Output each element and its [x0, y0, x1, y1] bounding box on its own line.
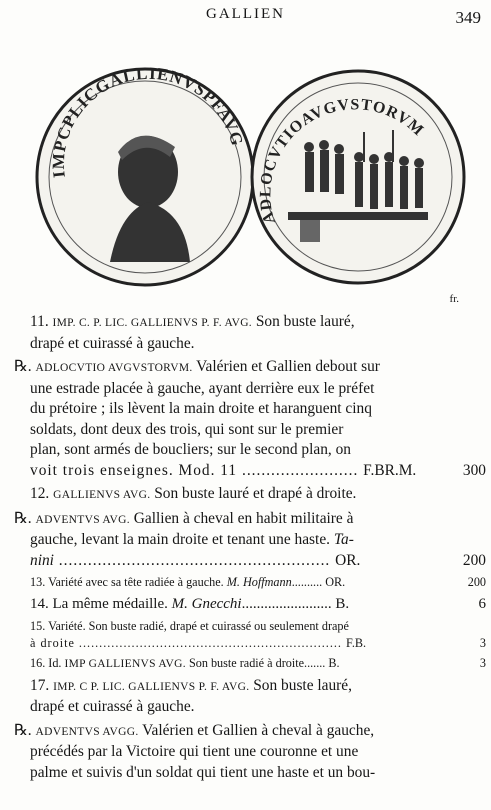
entry-17: 17. IMP. C P. LIC. GALLIENVS P. F. AVG. Son buste lauré, drapé et cuirassé à gauche. — [30, 676, 352, 715]
entry-11-reverse: ℞. ADLOCVTIO AVGVSTORVM. Valérien et Gallien debout sur une estrade placée à gauche, ayant derrière eux le préfet du prétoire ; ils lèvent la main droite et haranguent cinq soldats, dont deux des trois, qui sont sur le premier plan, sont armés de boucliers; sur le second plan, on voit trois enseignes. Mod. 11 ........................ F.BR.M. 300 — [14, 358, 486, 479]
entry-12-reverse: ℞. ADVENTVS AVG. Gallien à cheval en habit militaire à gauche, levant la main droite et tenant une haste. Ta- nini ........................................................ OR. 200 — [14, 509, 486, 569]
page-header-title: GALLIEN — [206, 6, 285, 22]
entry-14: 14. La même médaille. M. Gnecchi........................ B. 6 — [30, 596, 486, 612]
reverse-coin — [252, 71, 464, 283]
catalogue-text — [14, 312, 486, 783]
page-number: 349 — [455, 8, 481, 27]
entry-17-reverse: ℞. ADVENTVS AVGG. Valérien et Gallien à cheval à gauche, précédés par la Victoire qui tient une couronne et une palme et suivis d'un soldat qui tient une haste et un bou- — [14, 721, 376, 781]
entry-12: 12. GALLIENVS AVG. Son buste lauré et drapé à droite. — [30, 485, 357, 502]
reverse-legend: ADLOCVTIOAVGVSTORVM — [257, 96, 428, 226]
entry-16: 16. Id. IMP GALLIENVS AVG. Son buste radié à droite....... B. 3 — [30, 655, 486, 670]
coin-illustrations — [30, 62, 470, 292]
entry-11: 11. IMP. C. P. LIC. GALLIENVS P. F. AVG. Son buste lauré, drapé et cuirassé à gauche. — [30, 313, 355, 352]
column-label-francs: fr. — [449, 293, 459, 305]
obverse-coin — [37, 64, 253, 285]
obverse-legend: IMPCPLICGALLIENVSPFAVG — [48, 63, 248, 179]
entry-13: 13. Variété avec sa tête radiée à gauche. M. Hoffmann.......... OR. 200 — [30, 575, 486, 589]
entry-15: 15. Variété. Son buste radié, drapé et cuirassé ou seulement drapé à droite ................................................................. F.B. 3 — [30, 618, 486, 650]
